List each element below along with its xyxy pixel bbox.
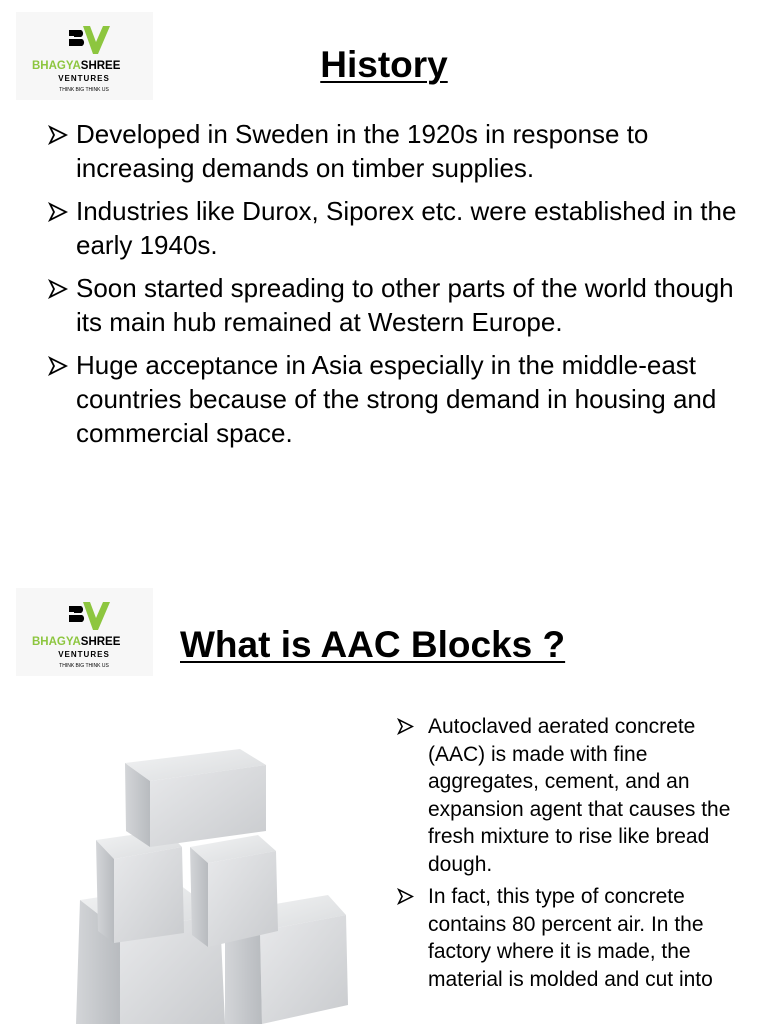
bullet-text: Autoclaved aerated concrete (AAC) is made with fine aggregates, cement, and an expansion agent that causes the fresh mixture to rise like bread dough. xyxy=(428,715,731,876)
arrowhead-bullet-icon xyxy=(397,888,414,905)
bullet-text: Huge acceptance in Asia especially in the middle-east countries because of the strong demand in housing and commercial space. xyxy=(76,350,717,448)
aac-bullet-list xyxy=(397,713,737,998)
brand-name: BHAGYASHREE xyxy=(32,60,121,72)
slide-title: What is AAC Blocks ? xyxy=(180,624,566,665)
list-item xyxy=(397,883,737,993)
arrowhead-bullet-icon xyxy=(48,202,68,222)
list-item xyxy=(48,348,738,450)
arrowhead-bullet-icon xyxy=(48,279,68,299)
arrowhead-bullet-icon xyxy=(48,356,68,376)
brand-tagline: THINK BIG THINK US xyxy=(59,87,109,93)
list-item xyxy=(48,194,738,262)
arrowhead-bullet-icon xyxy=(48,125,68,145)
arrowhead-bullet-icon xyxy=(397,718,414,735)
list-item xyxy=(397,713,737,878)
bullet-text: Industries like Durox, Siporex etc. were established in the early 1940s. xyxy=(76,196,737,260)
brand-tagline: THINK BIG THINK US xyxy=(59,663,109,669)
history-bullet-list xyxy=(48,117,738,459)
brand-name: BHAGYASHREE xyxy=(32,636,121,648)
brand-subtitle: VENTURES xyxy=(58,74,110,83)
bullet-text: Developed in Sweden in the 1920s in response to increasing demands on timber supplies. xyxy=(76,119,649,183)
bullet-text: Soon started spreading to other parts of the world though its main hub remained at Western Europe. xyxy=(76,273,734,337)
slide-title: History xyxy=(320,44,448,85)
list-item xyxy=(48,117,738,185)
brand-subtitle: VENTURES xyxy=(58,650,110,659)
bv-monogram-icon xyxy=(69,602,110,630)
aac-blocks-image xyxy=(70,735,360,1024)
company-logo xyxy=(16,588,153,676)
list-item xyxy=(48,271,738,339)
bullet-text: In fact, this type of concrete contains 80 percent air. In the factory where it is made, the material is molded and cut into xyxy=(428,885,713,991)
